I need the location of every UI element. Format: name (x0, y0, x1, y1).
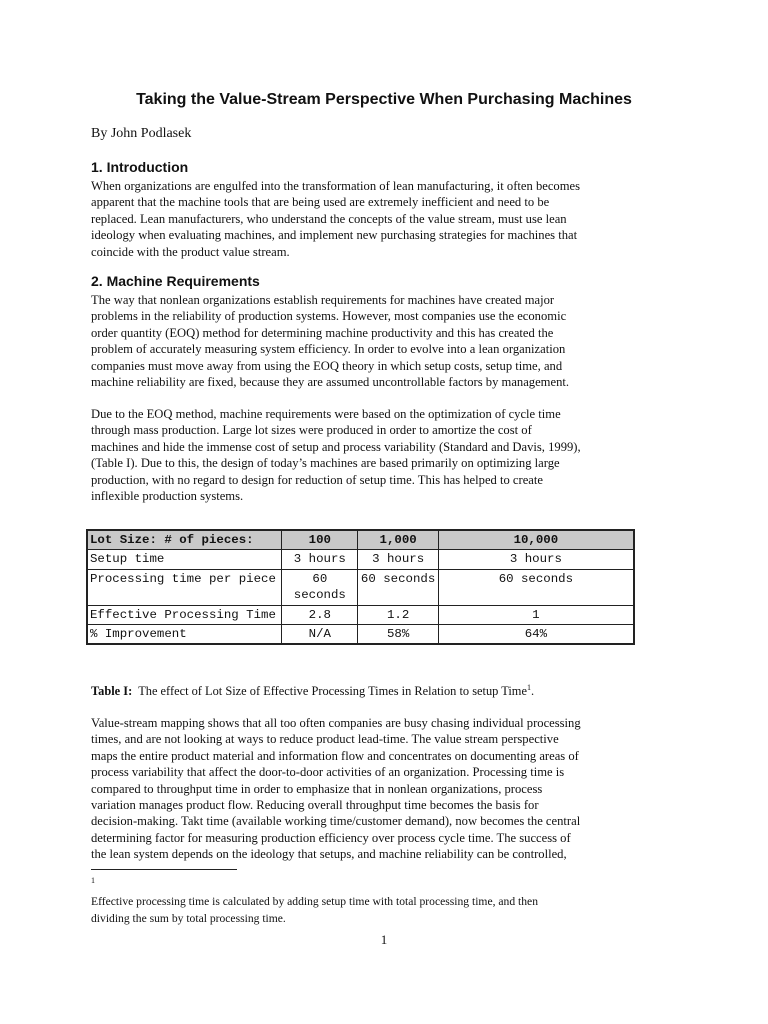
text-line: ideology when evaluating machines, and implement new purchasing strategies for machines that (91, 228, 578, 243)
table-caption (91, 683, 534, 699)
author-byline: By John Podlasek (91, 126, 192, 141)
text-line: order quantity (EOQ) method for determining machine productivity and this has created the (91, 325, 554, 340)
table-cell: 60 seconds (358, 569, 438, 605)
machine-requirements-paragraph-2 (91, 406, 691, 504)
text-line: machine reliability are fixed, because they are assumed uncontrollable factors by management. (91, 375, 570, 390)
lot-size-table (86, 529, 635, 645)
document-title: Taking the Value-Stream Perspective When Purchasing Machines (136, 91, 632, 108)
footnote (91, 872, 691, 927)
table-row (87, 550, 634, 569)
table-cell: 64% (438, 625, 634, 645)
text-line: through mass production. Large lot sizes were produced in order to amortize the cost of (91, 423, 532, 438)
text-line: production, with no regard to design for reduction of setup time. This has helped to create (91, 472, 543, 487)
table-cell: 1 (438, 605, 634, 624)
table-cell: 3 hours (282, 550, 358, 569)
footnote-mark: 1 (91, 876, 95, 885)
table-cell: 60 seconds (282, 569, 358, 605)
text-line: problem of accurately measuring system efficiency. In order to evolve into a lean organization (91, 342, 566, 357)
section-heading-introduction: 1. Introduction (91, 159, 189, 175)
table-caption-end: . (530, 684, 535, 699)
text-line: companies must move away from using the EOQ theory in which setup costs, setup time, and (91, 358, 563, 373)
text-line: inflexible production systems. (91, 489, 244, 504)
table-caption-text: The effect of Lot Size of Effective Processing Times in Relation to setup Time (138, 684, 527, 699)
text-line: problems in the reliability of production systems. However, most companies use the economic (91, 309, 567, 324)
table-cell: Processing time per piece (87, 569, 282, 605)
table-cell: Setup time (87, 550, 282, 569)
footnote-separator (91, 869, 237, 870)
table-header-cell: 10,000 (438, 530, 634, 550)
footnote-line: dividing the sum by total processing time. (91, 911, 286, 925)
table-row (87, 625, 634, 645)
text-line: The way that nonlean organizations establish requirements for machines have created major (91, 293, 555, 307)
text-line: apparent that the machine tools that are being used are extremely inefficient and need to be (91, 195, 550, 210)
text-line: times, and are not looking at ways to reduce product lead-time. The value stream perspective (91, 732, 559, 747)
text-line: coincide with the product value stream. (91, 244, 290, 259)
text-line: replaced. Lean manufacturers, who understand the concepts of the value stream, must use lean (91, 211, 567, 226)
table-cell: % Improvement (87, 625, 282, 645)
text-line: When organizations are engulfed into the transformation of lean manufacturing, it often becomes (91, 179, 581, 193)
text-line: maps the entire product material and information flow and concentrates on documenting areas of (91, 748, 579, 763)
value-stream-paragraph (91, 715, 691, 863)
table-header-cell: 100 (282, 530, 358, 550)
table-cell: 2.8 (282, 605, 358, 624)
table-row (87, 605, 634, 624)
text-line: process variability that affect the door-to-door activities of an organization. Processing time is (91, 765, 565, 780)
table-cell: 58% (358, 625, 438, 645)
table-row (87, 569, 634, 605)
table-cell: 1.2 (358, 605, 438, 624)
text-line: decision-making. Takt time (available working time/customer demand), now becomes the central (91, 814, 581, 829)
text-line: compared to throughput time in order to emphasize that in nonlean organizations, process (91, 781, 543, 796)
text-line: determining factor for measuring production efficiency over process cycle time. The success of (91, 830, 571, 845)
table-header-cell: 1,000 (358, 530, 438, 550)
text-line: variation manages product flow. Reducing overall throughput time becomes the basis for (91, 798, 539, 813)
table-cell: Effective Processing Time (87, 605, 282, 624)
table-cell: N/A (282, 625, 358, 645)
table-cell: 3 hours (358, 550, 438, 569)
text-line: machines and hide the immense cost of setup and process variability (Standard and Davis, 1999), (91, 439, 581, 454)
page-number: 1 (380, 932, 388, 947)
table-header-cell: Lot Size: # of pieces: (87, 530, 282, 550)
text-line: (Table I). Due to this, the design of today’s machines are based primarily on optimizing large (91, 456, 560, 471)
footnote-text: Effective processing time is calculated by adding setup time with total processing time, and then (91, 894, 538, 908)
text-line: Due to the EOQ method, machine requirements were based on the optimization of cycle time (91, 407, 561, 421)
section-heading-machine-requirements: 2. Machine Requirements (91, 273, 260, 289)
introduction-paragraph (91, 178, 691, 260)
footnote-reference: 1 (526, 683, 531, 692)
table-cell: 3 hours (438, 550, 634, 569)
text-line: Value-stream mapping shows that all too often companies are busy chasing individual processing (91, 716, 581, 730)
table-caption-label: Table I: (91, 684, 133, 699)
text-line: the lean system depends on the ideology that setups, and machine reliability can be controlled, (91, 847, 567, 862)
table-cell: 60 seconds (438, 569, 634, 605)
footnote-line (91, 872, 691, 910)
machine-requirements-paragraph-1 (91, 292, 691, 390)
table-header-row (87, 530, 634, 550)
